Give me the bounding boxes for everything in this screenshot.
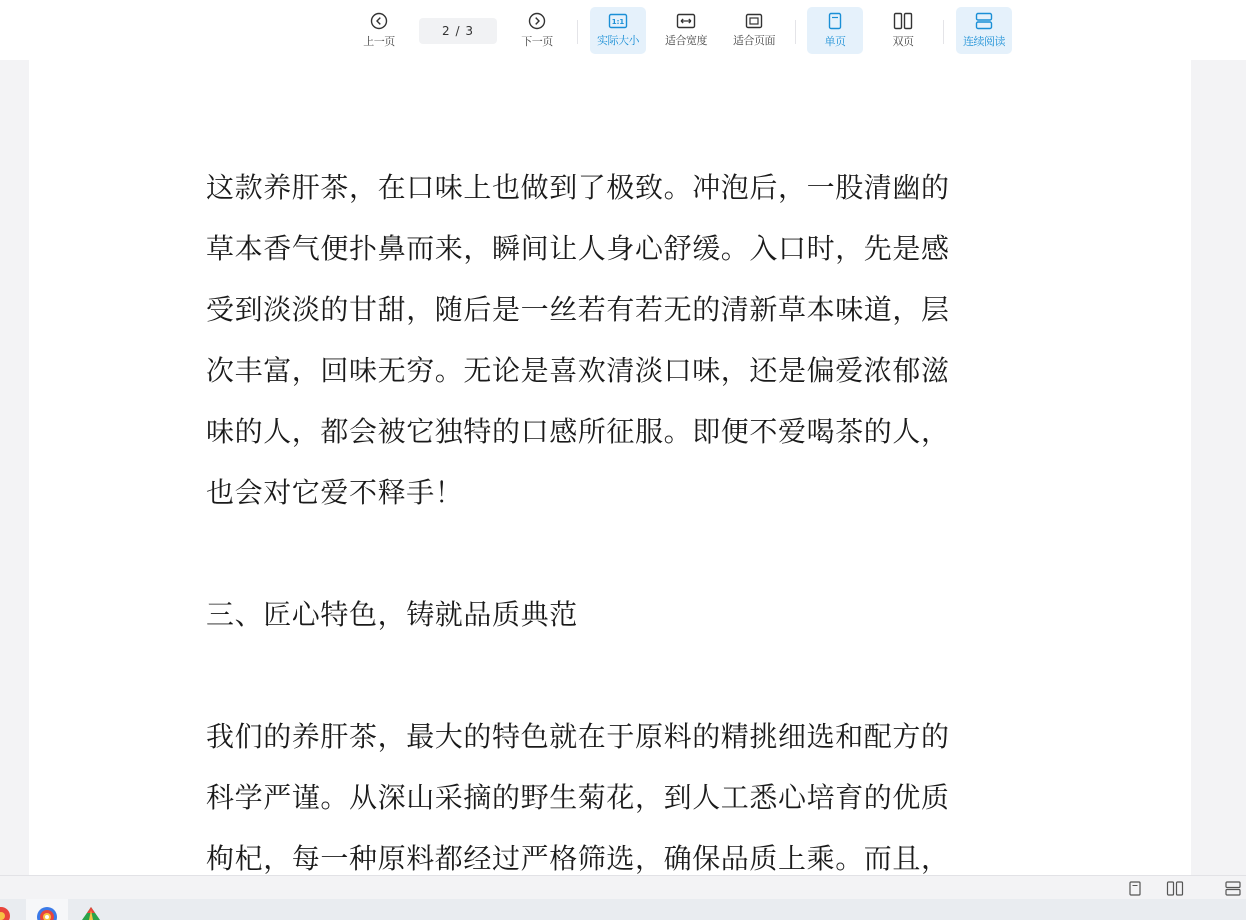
- chevron-left-circle-icon: [370, 12, 388, 30]
- prev-page-button[interactable]: [356, 7, 402, 54]
- paragraph-line: 味的人，都会被它独特的口感所征服。即便不爱喝茶的人，: [206, 415, 950, 448]
- app-icon-1[interactable]: [0, 899, 12, 920]
- fit-width-label: 适合宽度: [665, 34, 707, 47]
- paragraph-line: 这款养肝茶，在口味上也做到了极致。冲泡后，一股清幽的: [206, 171, 950, 204]
- double-page-icon[interactable]: [1166, 881, 1184, 900]
- fit-width-button[interactable]: [658, 7, 714, 54]
- actual-size-button[interactable]: [590, 7, 646, 54]
- next-page-button[interactable]: [514, 7, 560, 54]
- continuous-label: 连续阅读: [963, 35, 1005, 48]
- status-bar: [0, 875, 1246, 900]
- app-icon-2[interactable]: [35, 899, 59, 920]
- paragraph-line: 也会对它爱不释手！: [206, 476, 464, 509]
- double-page-icon: [893, 12, 913, 30]
- paragraph-line: 次丰富，回味无穷。无论是喜欢清淡口味，还是偏爱浓郁滋: [206, 354, 950, 387]
- paragraph-line: 受到淡淡的甘甜，随后是一丝若有若无的清新草本味道，层: [206, 293, 950, 326]
- taskbar: [0, 899, 1246, 920]
- fit-width-icon: [676, 13, 696, 29]
- chevron-right-circle-icon: [528, 12, 546, 30]
- paragraph-line: 草本香气便扑鼻而来，瞬间让人身心舒缓。入口时，先是感: [206, 232, 950, 265]
- actual-size-label: 实际大小: [597, 34, 639, 47]
- toolbar: [0, 0, 1246, 60]
- document-content: [206, 157, 1026, 889]
- svg-text:1:1: 1:1: [611, 18, 625, 26]
- continuous-reading-button[interactable]: [956, 7, 1012, 54]
- paragraph-line: 我们的养肝茶，最大的特色就在于原料的精挑细选和配方的: [206, 720, 950, 753]
- fit-page-button[interactable]: [726, 7, 782, 54]
- prev-page-label: 上一页: [363, 35, 395, 48]
- toolbar-divider: [795, 20, 796, 44]
- taskbar-active-slot[interactable]: [26, 899, 68, 920]
- fit-page-label: 适合页面: [733, 34, 775, 47]
- document-page: [29, 60, 1191, 875]
- single-page-icon: [827, 12, 843, 30]
- fit-page-icon: [744, 13, 764, 29]
- double-page-button[interactable]: [875, 7, 931, 54]
- section-heading: 三、匠心特色，铸就品质典范: [206, 598, 578, 631]
- page-indicator-input[interactable]: 2 / 3: [419, 18, 497, 44]
- single-page-icon[interactable]: [1128, 881, 1142, 900]
- actual-size-icon: [608, 13, 628, 29]
- continuous-icon[interactable]: [1224, 881, 1242, 900]
- paragraph-line: 枸杞，每一种原料都经过严格筛选，确保品质上乘。而且，: [206, 842, 950, 875]
- double-page-label: 双页: [892, 35, 914, 48]
- toolbar-divider: [943, 20, 944, 44]
- paragraph-line: 科学严谨。从深山采摘的野生菊花，到人工悉心培育的优质: [206, 781, 950, 814]
- app-icon-3[interactable]: [78, 899, 104, 920]
- single-page-button[interactable]: [807, 7, 863, 54]
- next-page-label: 下一页: [521, 35, 553, 48]
- toolbar-divider: [577, 20, 578, 44]
- single-page-label: 单页: [824, 35, 846, 48]
- continuous-icon: [974, 12, 994, 30]
